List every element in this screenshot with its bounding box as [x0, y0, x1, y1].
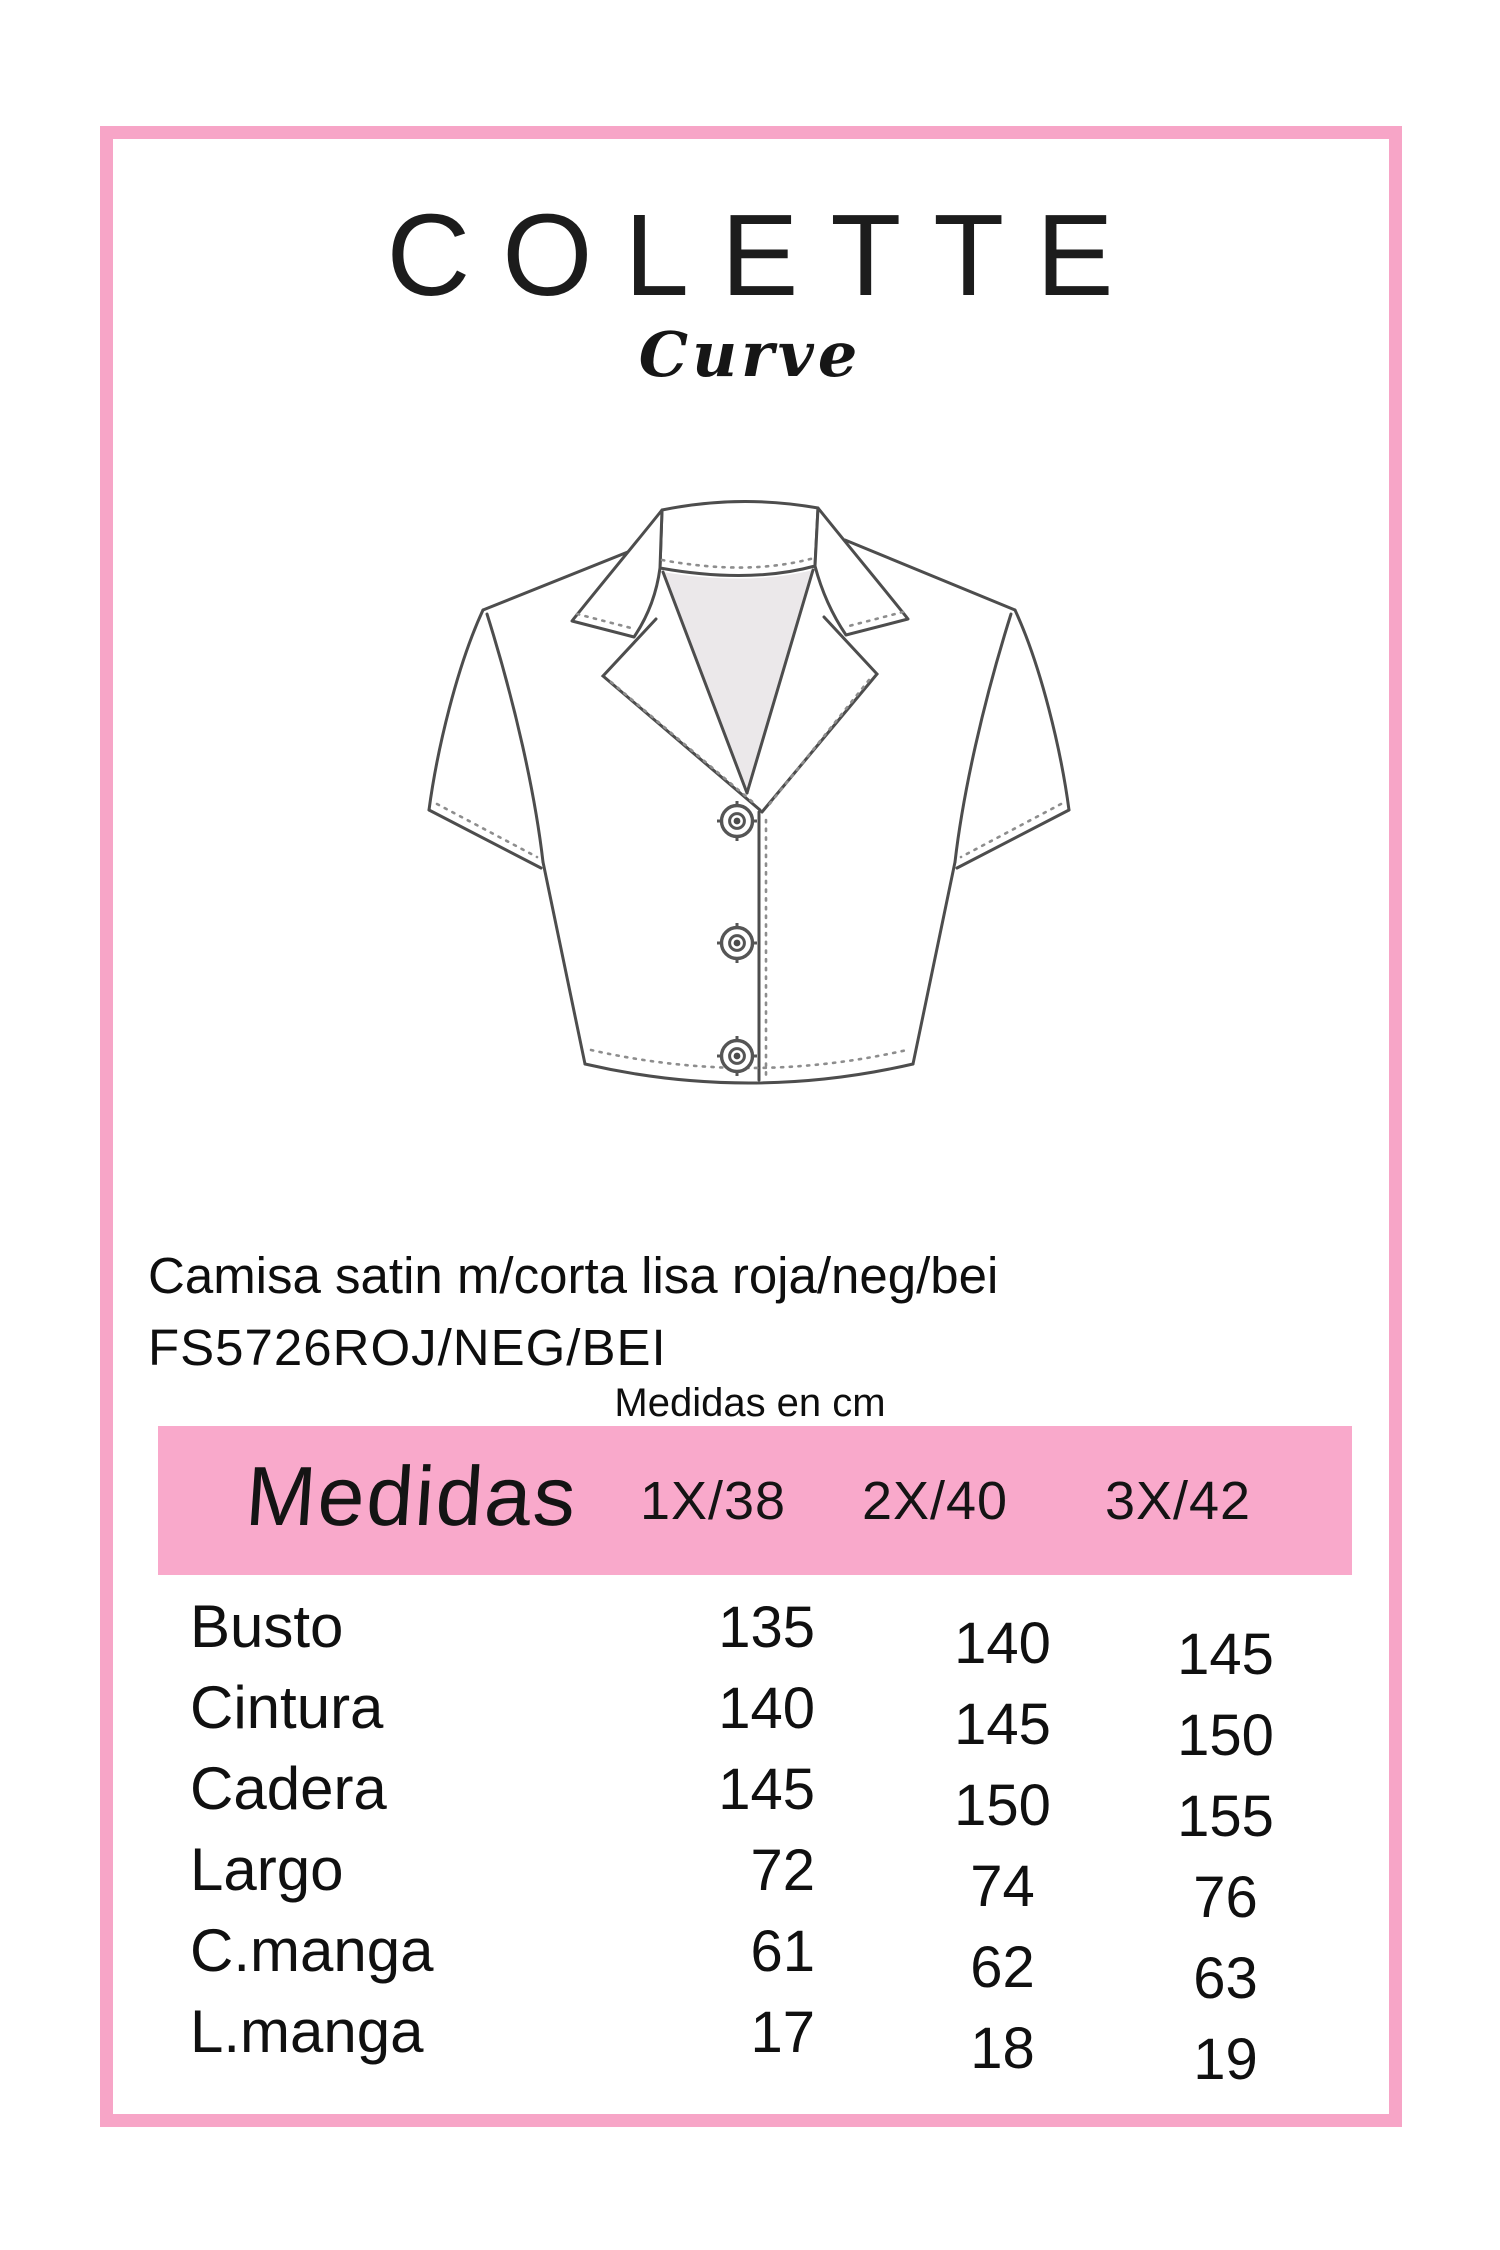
right-cuff-edge [957, 810, 1069, 868]
cell-value: 72 [750, 1838, 815, 1903]
right-body-side [913, 862, 955, 1064]
row-label: Cadera [190, 1755, 387, 1822]
cell-value: 140 [954, 1611, 1051, 1676]
table-row-cmanga [0, 1916, 1500, 2011]
units-note: Medidas en cm [614, 1381, 886, 1425]
left-cuff-edge [429, 810, 541, 868]
cell-value: 76 [1193, 1865, 1258, 1930]
left-cuff-stitch [437, 804, 537, 857]
row-label: C.manga [190, 1917, 434, 1984]
button-2 [717, 923, 757, 963]
cell-value: 145 [718, 1757, 815, 1822]
table-row-cintura [0, 1673, 1500, 1768]
left-body-side [543, 862, 585, 1064]
table-header-label: Medidas [242, 1449, 581, 1543]
cell-value: 61 [750, 1919, 815, 1984]
row-label: Cintura [190, 1674, 384, 1741]
inner-back-panel [663, 570, 813, 793]
cell-value: 62 [970, 1935, 1035, 2000]
table-row-cadera [0, 1754, 1500, 1849]
right-sleeve-outer [1015, 610, 1069, 810]
table-header-band [158, 1426, 1352, 1575]
cell-value: 155 [1177, 1784, 1274, 1849]
column-header-2x40: 2X/40 [861, 1471, 1009, 1531]
right-collar-leaf [815, 508, 908, 635]
button-1 [717, 801, 757, 841]
row-label: L.manga [190, 1998, 424, 2065]
table-row-lmanga [0, 1997, 1500, 2092]
row-label: Largo [190, 1836, 344, 1903]
table-row-largo [0, 1835, 1500, 1930]
cell-value: 140 [718, 1676, 815, 1741]
right-armhole-seam [955, 614, 1011, 862]
column-header-3x42: 3X/42 [1104, 1471, 1252, 1531]
cell-value: 19 [1193, 2027, 1258, 2092]
brand-subname-script: Curve [638, 318, 862, 391]
cell-value: 145 [954, 1692, 1051, 1757]
cell-value: 150 [1177, 1703, 1274, 1768]
cell-value: 150 [954, 1773, 1051, 1838]
left-sleeve-outer [429, 610, 483, 810]
brand-logo: COLETTE [386, 190, 1146, 320]
cell-value: 145 [1177, 1622, 1274, 1687]
right-cuff-stitch [961, 804, 1061, 857]
row-label: Busto [190, 1593, 344, 1660]
shirt-illustration [425, 488, 1073, 1104]
product-code: FS5726ROJ/NEG/BEI [148, 1319, 667, 1376]
cell-value: 17 [750, 2000, 815, 2065]
cell-value: 74 [970, 1854, 1035, 1919]
cell-value: 135 [718, 1595, 815, 1660]
buttons [717, 801, 757, 1076]
product-description: Camisa satin m/corta lisa roja/neg/bei [148, 1247, 999, 1304]
back-collar-band [660, 501, 818, 575]
left-collar-leaf [572, 510, 662, 637]
column-header-1x38: 1X/38 [639, 1471, 787, 1531]
cell-value: 18 [970, 2016, 1035, 2081]
cell-value: 63 [1193, 1946, 1258, 2011]
button-3 [717, 1036, 757, 1076]
table-row-busto [0, 1592, 1500, 1687]
left-armhole-seam [487, 614, 543, 862]
